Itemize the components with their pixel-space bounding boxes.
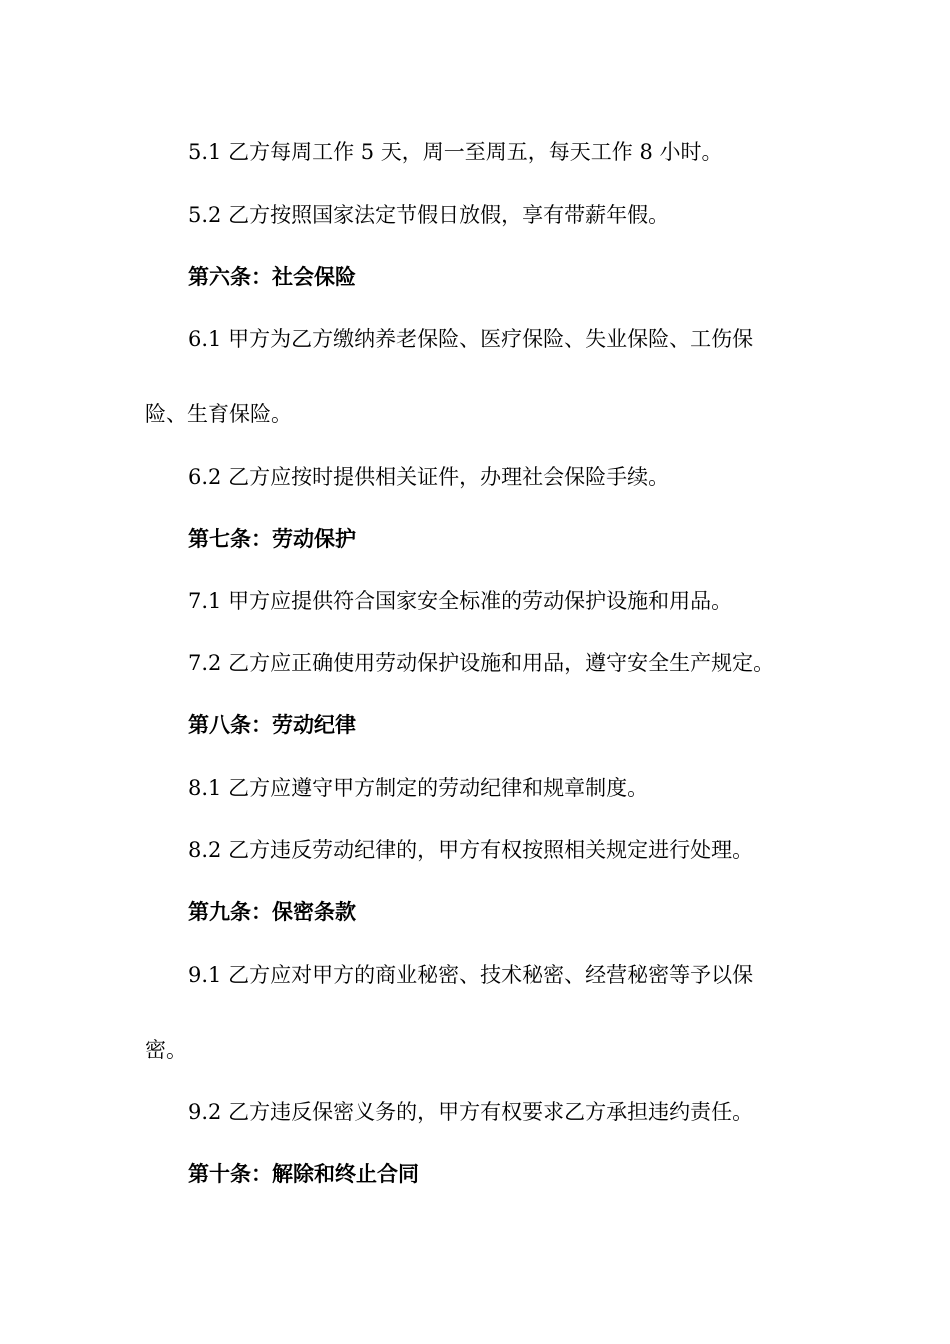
clause-7-1: 7.1 甲方应提供符合国家安全标准的劳动保护设施和用品。 <box>188 589 733 613</box>
article-8-heading: 第八条：劳动纪律 <box>188 712 356 737</box>
clause-5-1: 5.1 乙方每周工作 5 天，周一至周五，每天工作 8 小时。 <box>188 140 723 164</box>
clause-9-2: 9.2 乙方违反保密义务的，甲方有权要求乙方承担违约责任。 <box>188 1100 754 1124</box>
article-7-heading: 第七条：劳动保护 <box>188 526 356 551</box>
article-10-heading: 第十条：解除和终止合同 <box>188 1161 419 1186</box>
article-9-heading: 第九条：保密条款 <box>188 899 356 924</box>
article-6-heading: 第六条：社会保险 <box>188 264 356 289</box>
clause-8-1: 8.1 乙方应遵守甲方制定的劳动纪律和规章制度。 <box>188 776 649 800</box>
clause-7-2: 7.2 乙方应正确使用劳动保护设施和用品，遵守安全生产规定。 <box>188 651 775 675</box>
clause-6-1-continued: 险、生育保险。 <box>145 402 292 426</box>
clause-5-2: 5.2 乙方按照国家法定节假日放假，享有带薪年假。 <box>188 203 670 227</box>
clause-6-2: 6.2 乙方应按时提供相关证件，办理社会保险手续。 <box>188 465 670 489</box>
clause-6-1: 6.1 甲方为乙方缴纳养老保险、医疗保险、失业保险、工伤保 <box>188 327 754 351</box>
clause-9-1-continued: 密。 <box>145 1038 187 1062</box>
clause-8-2: 8.2 乙方违反劳动纪律的，甲方有权按照相关规定进行处理。 <box>188 838 754 862</box>
clause-9-1: 9.1 乙方应对甲方的商业秘密、技术秘密、经营秘密等予以保 <box>188 963 754 987</box>
